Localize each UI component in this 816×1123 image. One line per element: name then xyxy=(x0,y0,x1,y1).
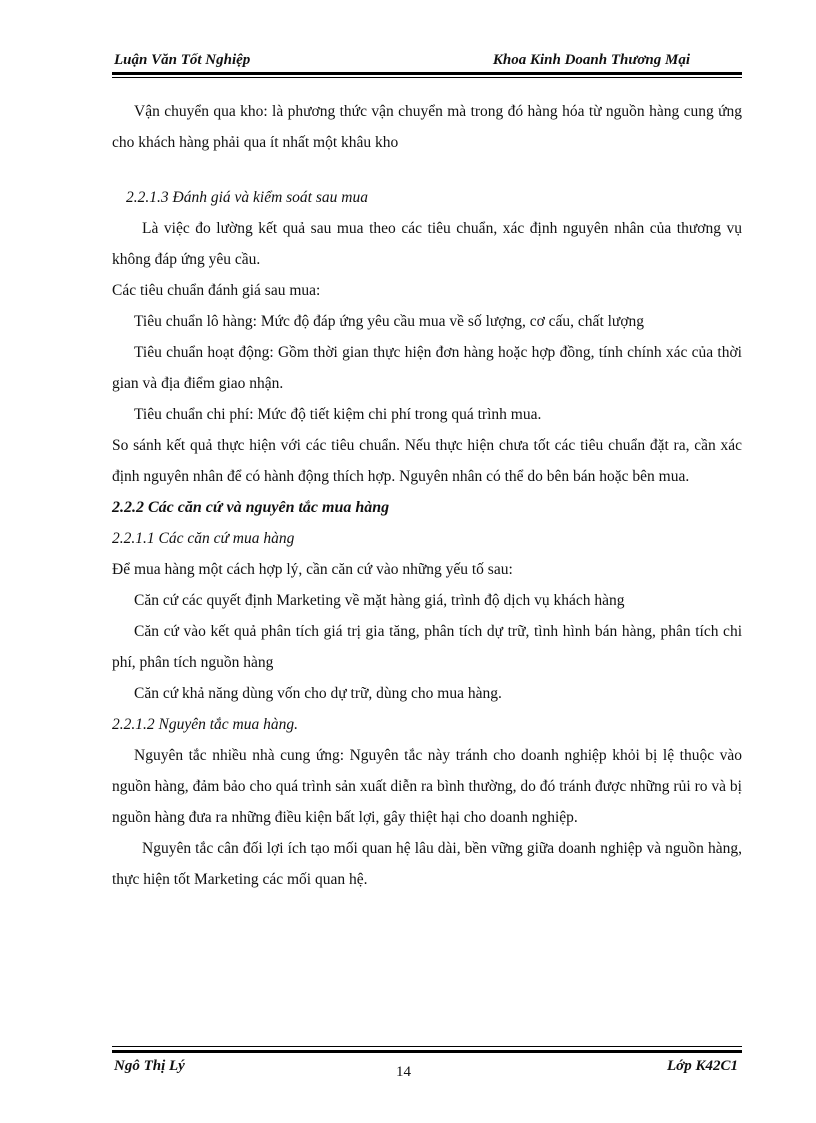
footer-author: Ngô Thị Lý xyxy=(114,1058,185,1074)
paragraph-basis-marketing: Căn cứ các quyết định Marketing về mặt hàng giá, trình độ dịch vụ khách hàng xyxy=(134,592,625,609)
paragraph-criteria-operation: Tiêu chuẩn hoạt động: Gồm thời gian thực hiện đơn hàng hoặc hợp đồng, tính chính xác của thời gian và địa điểm giao nhận. xyxy=(112,344,742,392)
spacer xyxy=(112,158,742,182)
footer-rule-thin xyxy=(112,1046,742,1047)
heading-2211: 2.2.1.1 Các căn cứ mua hàng xyxy=(112,530,295,547)
paragraph-criteria-cost: Tiêu chuẩn chi phí: Mức độ tiết kiệm chi phí trong quá trình mua. xyxy=(134,406,542,423)
paragraph-comparison: So sánh kết quả thực hiện với các tiêu chuẩn. Nếu thực hiện chưa tốt các tiêu chuẩn đặt ra, cần xác định nguyên nhân để có hành động thích hợp. Nguyên nhân có thể do bên bán hoặc bên mua. xyxy=(112,437,742,485)
header-title-left: Luận Văn Tốt Nghiệp xyxy=(114,52,251,68)
page-number: 14 xyxy=(396,1064,411,1080)
header-rule-thick xyxy=(112,72,742,75)
paragraph-principle-balance: Nguyên tắc cân đối lợi ích tạo mối quan hệ lâu dài, bền vững giữa doanh nghiệp và nguồn hàng, thực hiện tốt Marketing các mối quan hệ. xyxy=(112,840,742,888)
heading-2213: 2.2.1.3 Đánh giá và kiểm soát sau mua xyxy=(126,189,368,206)
heading-222: 2.2.2 Các căn cứ và nguyên tắc mua hàng xyxy=(112,499,390,516)
paragraph-criteria-intro: Các tiêu chuẩn đánh giá sau mua: xyxy=(112,282,321,299)
footer-rule-thick xyxy=(112,1050,742,1053)
paragraph-transport: Vận chuyển qua kho: là phương thức vận chuyển mà trong đó hàng hóa từ nguồn hàng cung ứng cho khách hàng phải qua ít nhất một khâu kho xyxy=(112,103,742,151)
paragraph-evaluation: Là việc đo lường kết quả sau mua theo các tiêu chuẩn, xác định nguyên nhân của thương vụ không đáp ứng yêu cầu. xyxy=(112,220,742,268)
paragraph-basis-analysis: Căn cứ vào kết quả phân tích giá trị gia tăng, phân tích dự trữ, tình hình bán hàng, phân tích chi phí, phân tích nguồn hàng xyxy=(112,623,742,671)
heading-2212: 2.2.1.2 Nguyên tắc mua hàng. xyxy=(112,716,298,733)
paragraph-principle-suppliers: Nguyên tắc nhiều nhà cung ứng: Nguyên tắc này tránh cho doanh nghiệp khỏi bị lệ thuộc vào nguồn hàng, đảm bảo cho quá trình sản xuất diễn ra bình thường, do đó tránh được những rủi ro và bị nguồn hàng đưa ra những điều kiện bất lợi, gây thiệt hại cho doanh nghiệp. xyxy=(112,747,742,826)
page-body xyxy=(112,96,742,895)
paragraph-basis-capital: Căn cứ khả năng dùng vốn cho dự trữ, dùng cho mua hàng. xyxy=(134,685,502,702)
paragraph-basis-intro: Để mua hàng một cách hợp lý, cần căn cứ vào những yếu tố sau: xyxy=(112,561,513,578)
paragraph-criteria-lot: Tiêu chuẩn lô hàng: Mức độ đáp ứng yêu cầu mua về số lượng, cơ cấu, chất lượng xyxy=(134,313,645,330)
header-rule-thin xyxy=(112,77,742,78)
footer-class: Lớp K42C1 xyxy=(667,1058,738,1074)
header-title-right: Khoa Kinh Doanh Thương Mại xyxy=(492,52,690,68)
